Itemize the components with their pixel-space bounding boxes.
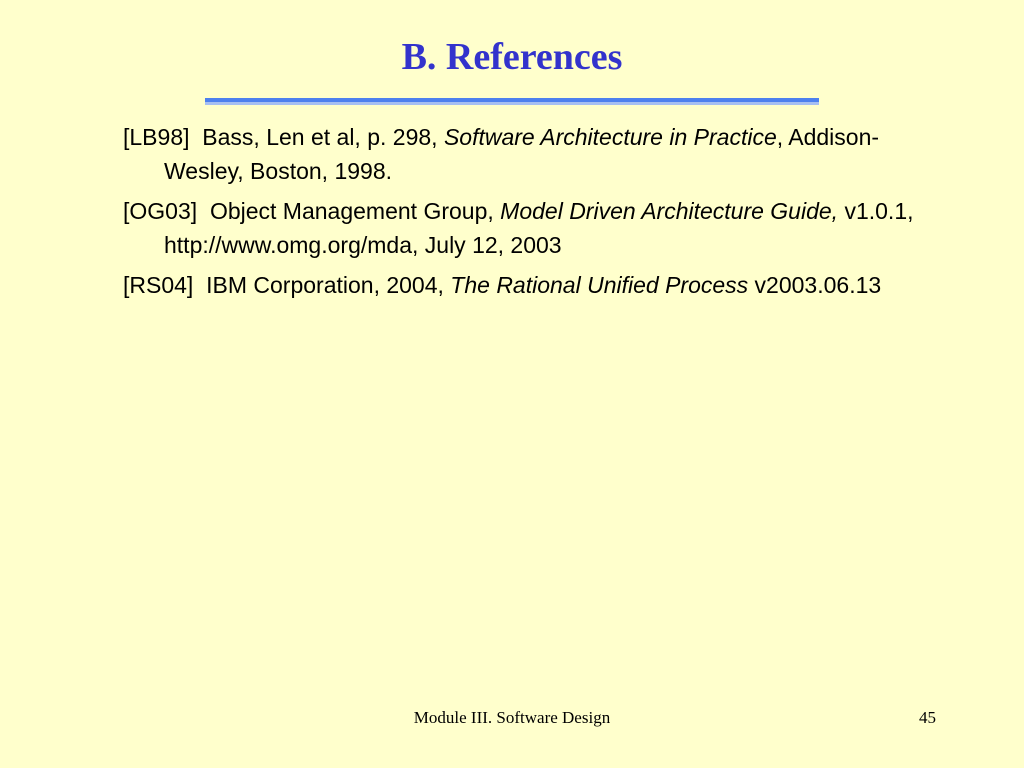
page-number: 45 (919, 708, 936, 727)
reference-title: Software Architecture in Practice (443, 124, 777, 150)
reference-item (123, 194, 933, 262)
title-underline-shadow (205, 102, 819, 105)
reference-details: , Addison-Wesley, Boston, 1998. (164, 124, 880, 184)
reference-details: v2003.06.13 (748, 272, 882, 298)
footer-label: Module III. Software Design (413, 708, 611, 727)
reference-item (123, 120, 933, 188)
reference-tag: [LB98] (123, 124, 190, 150)
reference-tag: [RS04] (123, 272, 194, 298)
reference-text: Bass, Len et al, p. 298, (202, 124, 438, 150)
reference-title: Model Driven Architecture Guide, (500, 198, 839, 224)
slide-title: B. References (401, 36, 623, 78)
reference-item (123, 268, 933, 302)
reference-text: IBM Corporation, 2004, (206, 272, 444, 298)
reference-text: Object Management Group, (209, 198, 494, 224)
reference-details: v1.0.1, http://www.omg.org/mda, July 12, 2003 (164, 198, 914, 258)
reference-tag: [OG03] (123, 198, 198, 224)
references-list (123, 120, 933, 308)
reference-title: The Rational Unified Process (450, 272, 749, 298)
